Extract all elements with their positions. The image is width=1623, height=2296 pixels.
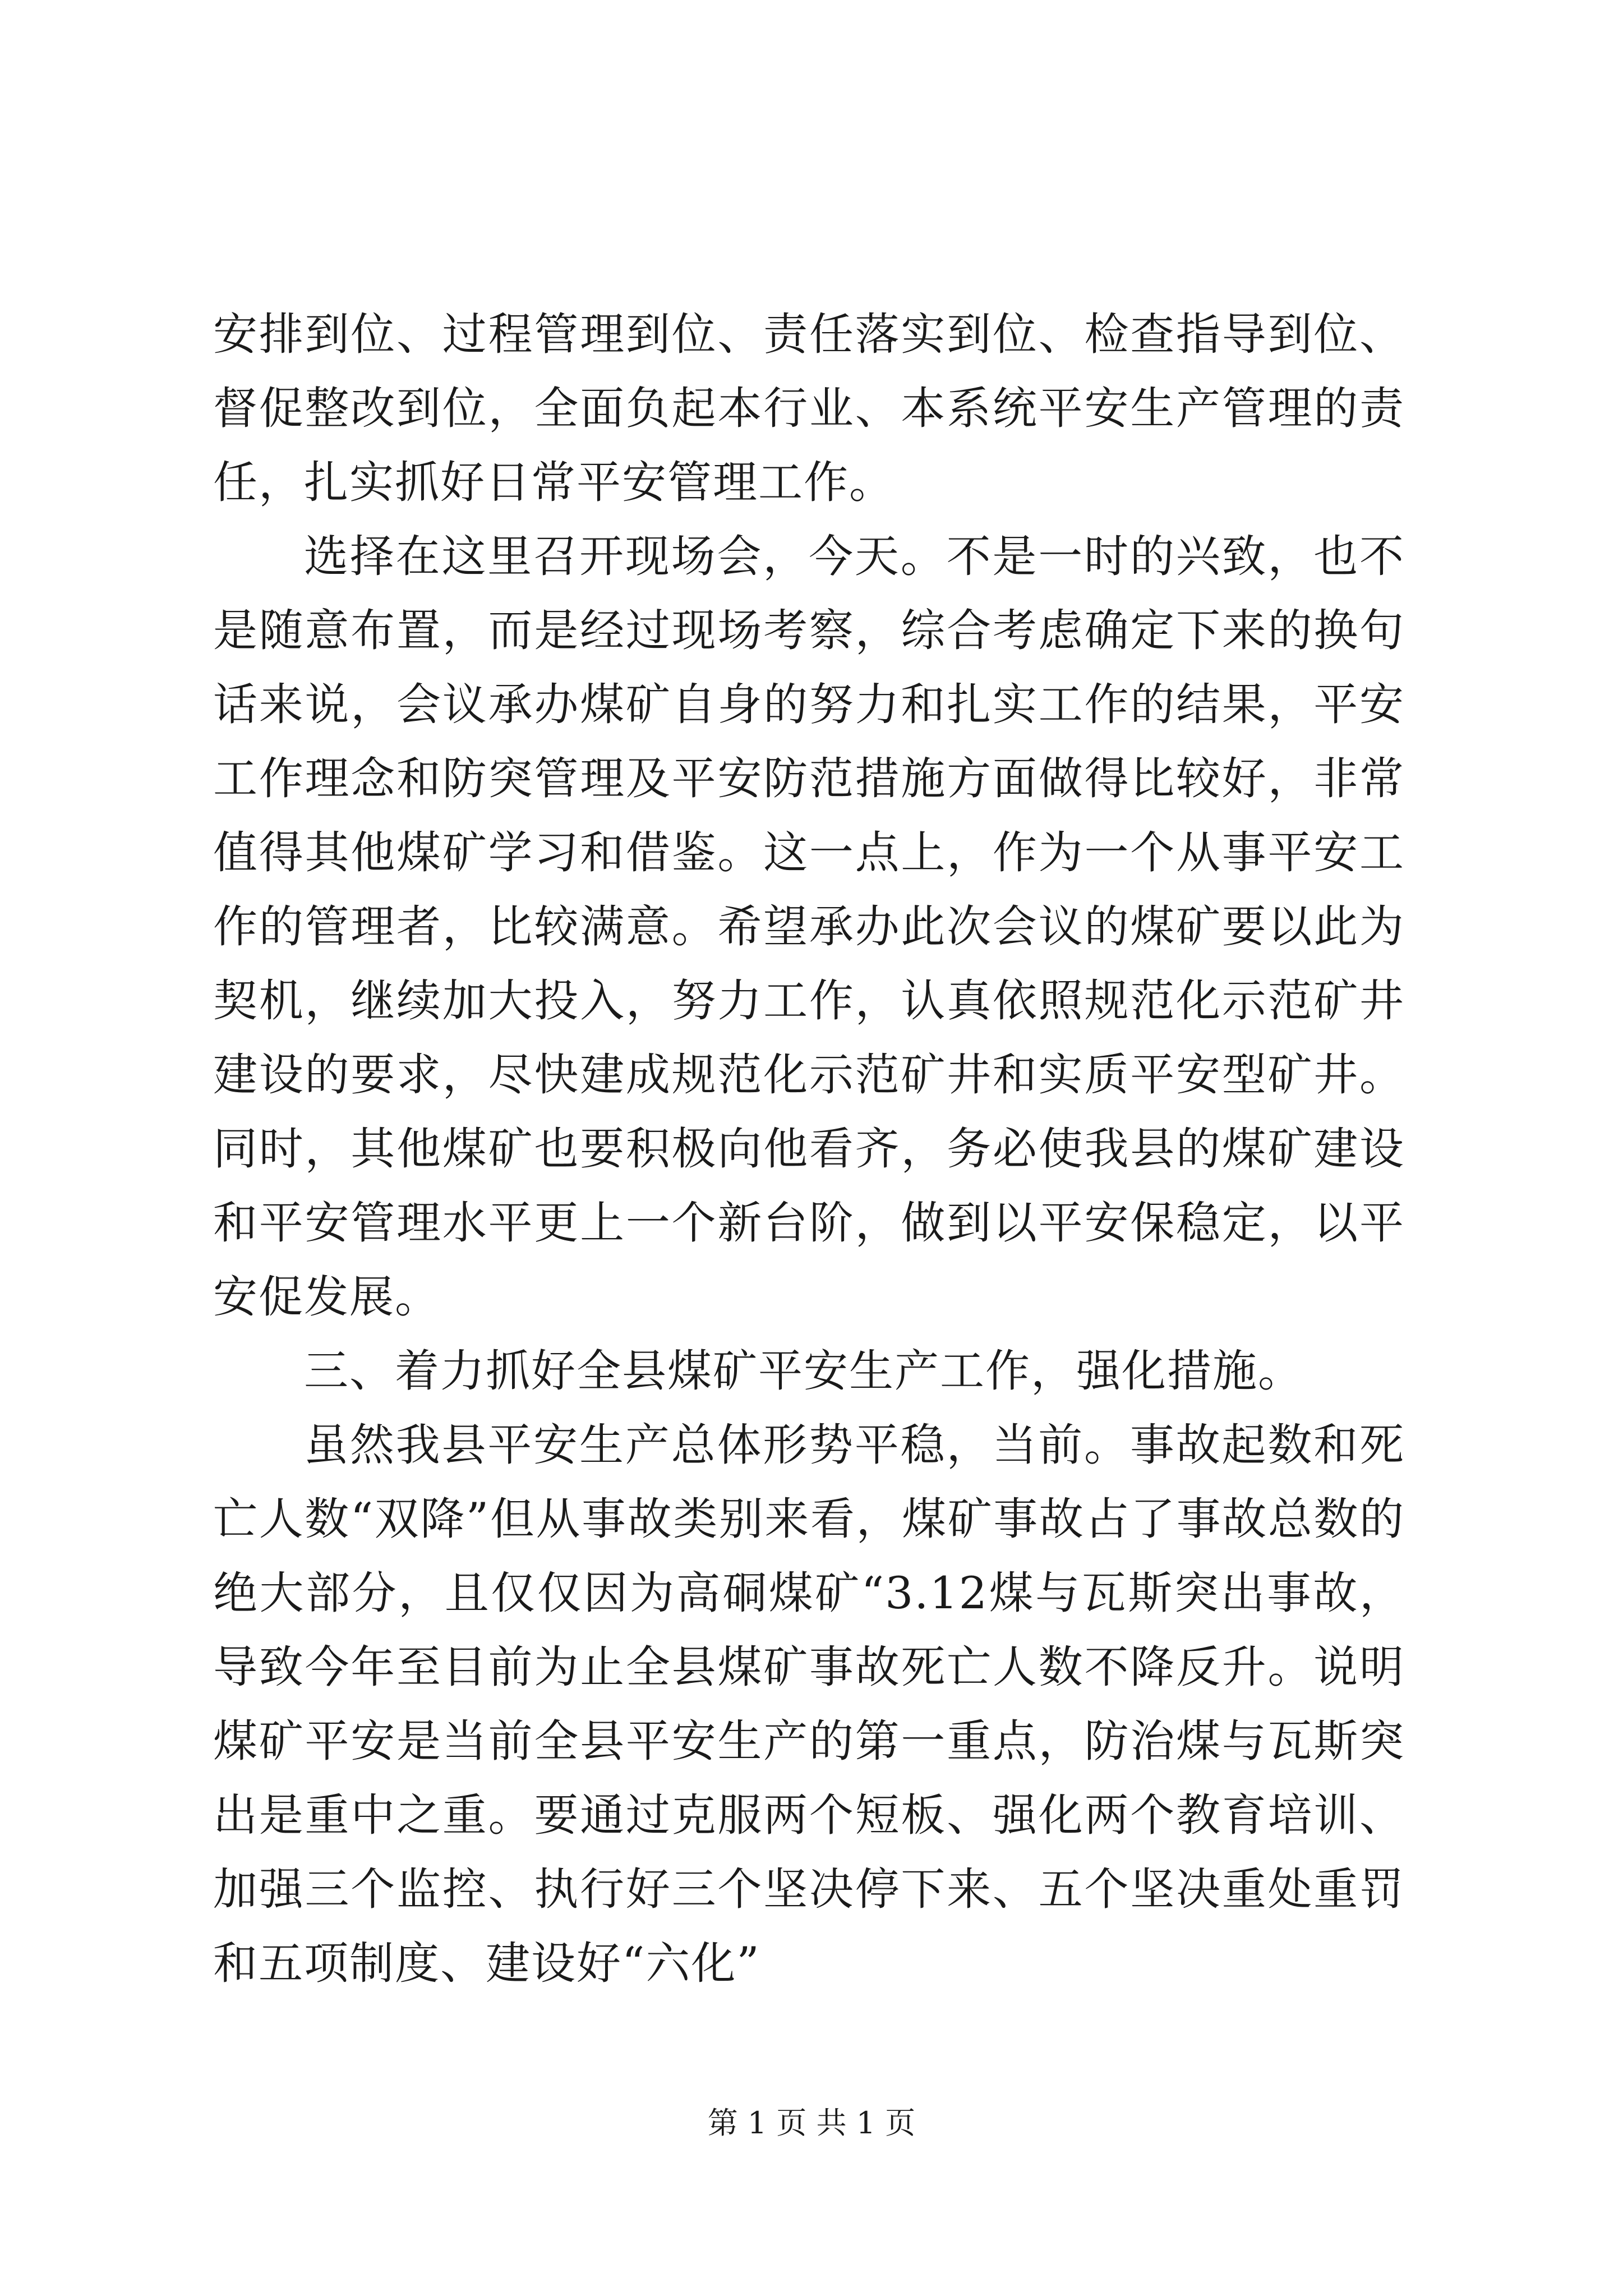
page-number-label: 第 1 页 共 1 页 <box>707 2105 916 2141</box>
paragraph-3: 三、着力抓好全县煤矿平安生产工作，强化措施。 <box>304 1345 1303 1397</box>
page-footer <box>0 2104 1623 2143</box>
paragraph-2: 选择在这里召开现场会，今天。不是一时的兴致，也不是随意布置，而是经过现场考察，综合考虑确定下来的换句话来说，会议承办煤矿自身的努力和扎实工作的结果，平安工作理念和防突管理及平安防范措施方面做得比较好，非常值得其他煤矿学习和借鉴。这一点上，作为一个从事平安工作的管理者，比较满意。希望承办此次会议的煤矿要以此为契机，继续加大投入，努力工作，认真依照规范化示范矿井建设的要求，尽快建成规范化示范矿井和实质平安型矿井。同时，其他煤矿也要积极向他看齐，务必使我县的煤矿建设和平安管理水平更上一个新台阶，做到以平安保稳定，以平安促发展。 <box>213 531 1405 1323</box>
body-text <box>213 297 1405 2000</box>
paragraph-4: 虽然我县平安生产总体形势平稳，当前。事故起数和死亡人数“双降”但从事故类别来看，煤矿事故占了事故总数的绝大部分，且仅仅因为高硐煤矿“3.12煤与瓦斯突出事故，导致今年至目前为止全县煤矿事故死亡人数不降反升。说明煤矿平安是当前全县平安生产的第一重点，防治煤与瓦斯突出是重中之重。要通过克服两个短板、强化两个教育培训、加强三个监控、执行好三个坚决停下来、五个坚决重处重罚和五项制度、建设好“六化” <box>213 1419 1405 1989</box>
paragraph-1: 安排到位、过程管理到位、责任落实到位、检查指导到位、督促整改到位，全面负起本行业、本系统平安生产管理的责任，扎实抓好日常平安管理工作。 <box>213 309 1405 508</box>
